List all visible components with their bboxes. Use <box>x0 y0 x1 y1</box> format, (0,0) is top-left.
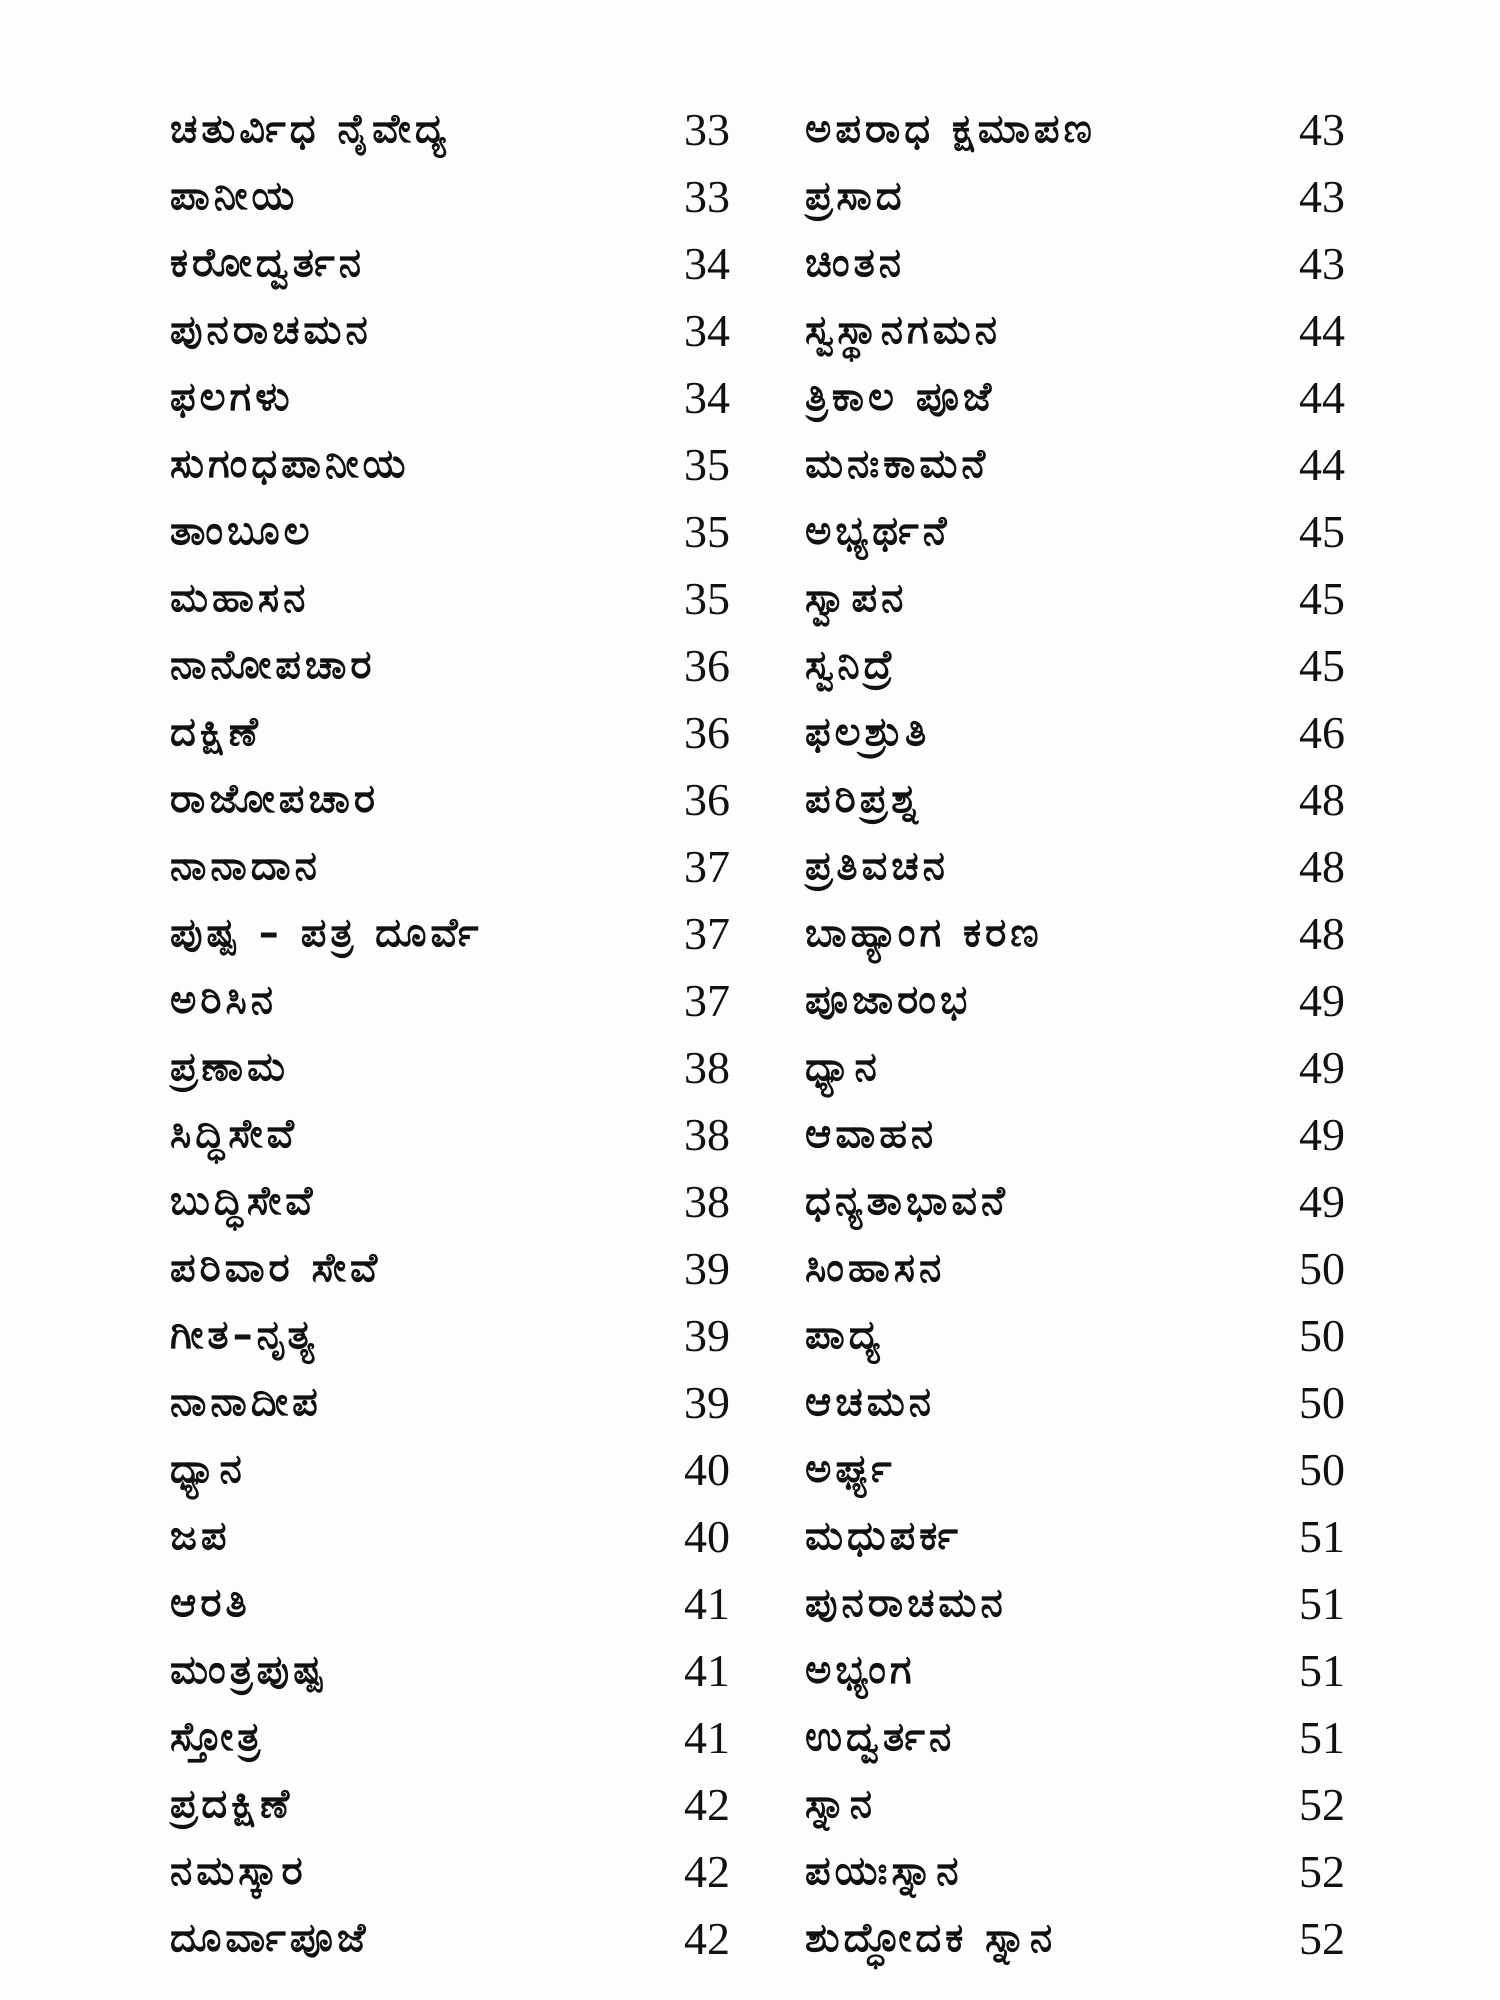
toc-entry-page-number: 51 <box>1299 1578 1345 1629</box>
toc-entry-page-number: 38 <box>684 1176 730 1227</box>
toc-entry <box>170 431 730 498</box>
toc-entry-title: ಸ್ತೋತ್ರ <box>170 1714 265 1760</box>
toc-entry-title: ಧ್ಯಾನ <box>805 1044 881 1090</box>
toc-entry-page-number: 39 <box>684 1377 730 1428</box>
toc-entry <box>170 297 730 364</box>
toc-entry-page-number: 33 <box>684 171 730 222</box>
toc-entry-page-number: 34 <box>684 372 730 423</box>
toc-entry-page-number: 43 <box>1299 171 1345 222</box>
toc-entry <box>805 498 1345 565</box>
toc-entry-title: ನಾನಾದಾನ <box>170 843 321 889</box>
toc-entry-page-number: 51 <box>1299 1645 1345 1696</box>
toc-entry-page-number: 52 <box>1299 1779 1345 1830</box>
toc-entry-title: ಪುಷ್ಪ – ಪತ್ರ ದೂರ್ವೆ <box>170 910 483 956</box>
toc-entry-title: ಫಲಗಳು <box>170 374 294 420</box>
toc-entry <box>170 1369 730 1436</box>
toc-entry-title: ಆವಾಹನ <box>805 1111 938 1157</box>
toc-entry-page-number: 48 <box>1299 774 1345 825</box>
toc-entry <box>170 833 730 900</box>
toc-entry-title: ಅರ್ಘ್ಯ <box>805 1446 896 1492</box>
toc-entry-title: ಚತುರ್ವಿಧ ನೈವೇದ್ಯ <box>170 106 451 152</box>
toc-entry-page-number: 36 <box>684 640 730 691</box>
toc-entry <box>805 96 1345 163</box>
toc-entry-title: ಆಚಮನ <box>805 1379 935 1425</box>
toc-entry-title: ರಾಜೋಪಚಾರ <box>170 776 380 822</box>
toc-entry-title: ಅಭ್ಯರ್ಥನೆ <box>805 508 951 554</box>
toc-entry-page-number: 49 <box>1299 1176 1345 1227</box>
toc-entry-title: ಪ್ರಣಾಮ <box>170 1044 290 1090</box>
toc-entry <box>805 1034 1345 1101</box>
toc-entry-page-number: 50 <box>1299 1310 1345 1361</box>
toc-entry <box>805 699 1345 766</box>
toc-entry-page-number: 45 <box>1299 573 1345 624</box>
toc-entry-page-number: 35 <box>684 573 730 624</box>
toc-entry-title: ಧ್ಯಾನ <box>170 1446 246 1492</box>
toc-entry-page-number: 51 <box>1299 1511 1345 1562</box>
toc-entry-page-number: 34 <box>684 238 730 289</box>
toc-entry-page-number: 50 <box>1299 1243 1345 1294</box>
toc-entry-title: ಪೂಜಾರಂಭ <box>805 977 972 1023</box>
toc-entry <box>170 1302 730 1369</box>
toc-entry <box>805 431 1345 498</box>
toc-entry-page-number: 41 <box>684 1712 730 1763</box>
toc-entry <box>805 1168 1345 1235</box>
toc-entry <box>170 498 730 565</box>
toc-entry <box>170 1503 730 1570</box>
toc-entry-page-number: 49 <box>1299 1109 1345 1160</box>
toc-entry-page-number: 51 <box>1299 1712 1345 1763</box>
toc-entry <box>170 1235 730 1302</box>
toc-entry-title: ನಾನೋಪಚಾರ <box>170 642 376 688</box>
toc-entry-title: ದಕ್ಷಿಣೆ <box>170 709 262 755</box>
toc-entry <box>170 632 730 699</box>
toc-entry <box>170 1838 730 1905</box>
toc-entry-title: ಸ್ವಾಪನ <box>805 575 908 621</box>
toc-entry <box>805 1235 1345 1302</box>
toc-entry <box>805 632 1345 699</box>
toc-entry <box>170 1436 730 1503</box>
toc-entry-title: ಸಿದ್ಧಿಸೇವೆ <box>170 1111 298 1157</box>
toc-entry-title: ಸ್ನಾನ <box>805 1781 876 1827</box>
toc-entry <box>170 1905 730 1972</box>
toc-entry-page-number: 49 <box>1299 1042 1345 1093</box>
toc-entry-page-number: 36 <box>684 707 730 758</box>
toc-column-right <box>805 96 1345 1972</box>
toc-entry-title: ಪರಿಪ್ರಶ್ನ <box>805 776 923 822</box>
toc-entry <box>170 1771 730 1838</box>
toc-entry-page-number: 37 <box>684 975 730 1026</box>
toc-entry-title: ಧನ್ಯತಾಭಾವನೆ <box>805 1178 1009 1224</box>
toc-entry-title: ಪಾನೀಯ <box>170 173 299 219</box>
toc-entry <box>805 565 1345 632</box>
toc-entry-title: ಮನಃಕಾಮನೆ <box>805 441 990 487</box>
toc-entry <box>805 163 1345 230</box>
toc-entry-title: ದೂರ್ವಾಪೂಜೆ <box>170 1915 370 1961</box>
toc-entry-title: ಪಯಃಸ್ನಾನ <box>805 1848 963 1894</box>
toc-entry <box>805 833 1345 900</box>
toc-entry-title: ಬಾಹ್ಯಾಂಗ ಕರಣ <box>805 910 1043 956</box>
toc-entry-page-number: 52 <box>1299 1913 1345 1964</box>
toc-entry-title: ಬುದ್ಧಿಸೇವೆ <box>170 1178 317 1224</box>
toc-entry-page-number: 40 <box>684 1511 730 1562</box>
toc-entry-page-number: 41 <box>684 1645 730 1696</box>
toc-entry-title: ಚಿಂತನ <box>805 240 906 286</box>
toc-entry-page-number: 36 <box>684 774 730 825</box>
toc-entry-page-number: 42 <box>684 1913 730 1964</box>
toc-entry <box>170 565 730 632</box>
toc-entry-title: ನಮಸ್ಕಾರ <box>170 1848 307 1894</box>
toc-entry-page-number: 42 <box>684 1846 730 1897</box>
toc-entry-page-number: 45 <box>1299 506 1345 557</box>
toc-entry-page-number: 37 <box>684 841 730 892</box>
toc-entry-page-number: 44 <box>1299 439 1345 490</box>
toc-entry <box>805 1838 1345 1905</box>
toc-entry-page-number: 39 <box>684 1243 730 1294</box>
toc-column-left <box>170 96 730 1972</box>
toc-entry-title: ತ್ರಿಕಾಲ ಪೂಜೆ <box>805 374 996 420</box>
toc-entry <box>170 364 730 431</box>
toc-entry-page-number: 50 <box>1299 1444 1345 1495</box>
toc-entry-title: ಆರತಿ <box>170 1580 251 1626</box>
toc-entry <box>170 699 730 766</box>
toc-entry <box>805 1570 1345 1637</box>
toc-entry <box>805 766 1345 833</box>
toc-entry-title: ಶುದ್ಧೋದಕ ಸ್ನಾನ <box>805 1915 1057 1961</box>
toc-entry-page-number: 49 <box>1299 975 1345 1026</box>
toc-entry-title: ಮಹಾಸನ <box>170 575 310 621</box>
toc-entry <box>805 364 1345 431</box>
toc-entry-title: ಅಪರಾಧ ಕ್ಷಮಾಪಣ <box>805 106 1096 152</box>
toc-entry <box>805 967 1345 1034</box>
toc-entry-title: ಗೀತ–ನೃತ್ಯ <box>170 1312 319 1358</box>
toc-entry <box>170 96 730 163</box>
toc-entry-page-number: 45 <box>1299 640 1345 691</box>
toc-entry-page-number: 41 <box>684 1578 730 1629</box>
toc-entry-page-number: 52 <box>1299 1846 1345 1897</box>
toc-entry <box>805 1436 1345 1503</box>
toc-entry-title: ಪುನರಾಚಮನ <box>170 307 372 353</box>
toc-entry <box>170 766 730 833</box>
toc-entry <box>170 1704 730 1771</box>
toc-entry-title: ಸುಗಂಧಪಾನೀಯ <box>170 441 410 487</box>
toc-entry-page-number: 44 <box>1299 305 1345 356</box>
toc-entry <box>805 1101 1345 1168</box>
toc-entry <box>805 1704 1345 1771</box>
toc-entry-title: ಪ್ರದಕ್ಷಿಣೆ <box>170 1781 294 1827</box>
toc-entry-page-number: 38 <box>684 1042 730 1093</box>
toc-entry <box>805 1503 1345 1570</box>
toc-entry-page-number: 35 <box>684 439 730 490</box>
toc-entry-title: ಕರೋದ್ವರ್ತನ <box>170 240 365 286</box>
toc-entry <box>805 1369 1345 1436</box>
toc-entry <box>170 230 730 297</box>
toc-entry <box>805 1637 1345 1704</box>
toc-entry-title: ಪುನರಾಚಮನ <box>805 1580 1007 1626</box>
toc-entry <box>170 900 730 967</box>
toc-entry <box>170 1637 730 1704</box>
toc-entry-page-number: 46 <box>1299 707 1345 758</box>
toc-entry <box>170 163 730 230</box>
toc-entry-title: ಫಲಶ್ರುತಿ <box>805 709 931 755</box>
toc-entry-title: ಉದ್ವರ್ತನ <box>805 1714 956 1760</box>
toc-entry-page-number: 38 <box>684 1109 730 1160</box>
toc-entry-title: ಸ್ವಸ್ಥಾನಗಮನ <box>805 307 1001 353</box>
toc-entry <box>805 900 1345 967</box>
toc-entry <box>805 297 1345 364</box>
toc-entry-page-number: 35 <box>684 506 730 557</box>
toc-entry-title: ಪಾದ್ಯ <box>805 1312 885 1358</box>
toc-entry-title: ಪರಿವಾರ ಸೇವೆ <box>170 1245 382 1291</box>
toc-entry-page-number: 37 <box>684 908 730 959</box>
toc-entry-title: ಅಭ್ಯಂಗ <box>805 1647 916 1693</box>
toc-entry-title: ಸ್ವನಿದ್ರೆ <box>805 642 897 688</box>
toc-entry-title: ಜಪ <box>170 1513 231 1559</box>
toc-entry-page-number: 44 <box>1299 372 1345 423</box>
toc-entry <box>805 1905 1345 1972</box>
toc-entry-title: ನಾನಾದೀಪ <box>170 1379 322 1425</box>
toc-entry-title: ಅರಿಸಿನ <box>170 977 277 1023</box>
toc-entry-page-number: 34 <box>684 305 730 356</box>
toc-entry-page-number: 42 <box>684 1779 730 1830</box>
toc-entry-page-number: 43 <box>1299 238 1345 289</box>
toc-entry-title: ಪ್ರತಿವಚನ <box>805 843 949 889</box>
toc-entry-title: ತಾಂಬೂಲ <box>170 508 314 554</box>
toc-entry <box>805 1771 1345 1838</box>
toc-entry <box>170 1101 730 1168</box>
toc-entry <box>170 967 730 1034</box>
toc-entry-title: ಮಧುಪರ್ಕ <box>805 1513 962 1559</box>
toc-entry <box>170 1570 730 1637</box>
toc-entry-page-number: 39 <box>684 1310 730 1361</box>
toc-entry-page-number: 48 <box>1299 908 1345 959</box>
toc-entry-page-number: 43 <box>1299 104 1345 155</box>
toc-entry <box>170 1034 730 1101</box>
toc-entry <box>170 1168 730 1235</box>
toc-entry-title: ಪ್ರಸಾದ <box>805 173 906 219</box>
toc-entry-title: ಸಿಂಹಾಸನ <box>805 1245 946 1291</box>
toc-entry <box>805 230 1345 297</box>
toc-entry-page-number: 50 <box>1299 1377 1345 1428</box>
toc-entry-page-number: 33 <box>684 104 730 155</box>
toc-entry-page-number: 48 <box>1299 841 1345 892</box>
toc-entry-title: ಮಂತ್ರಪುಷ್ಪ <box>170 1647 328 1693</box>
toc-entry-page-number: 40 <box>684 1444 730 1495</box>
toc-entry <box>805 1302 1345 1369</box>
